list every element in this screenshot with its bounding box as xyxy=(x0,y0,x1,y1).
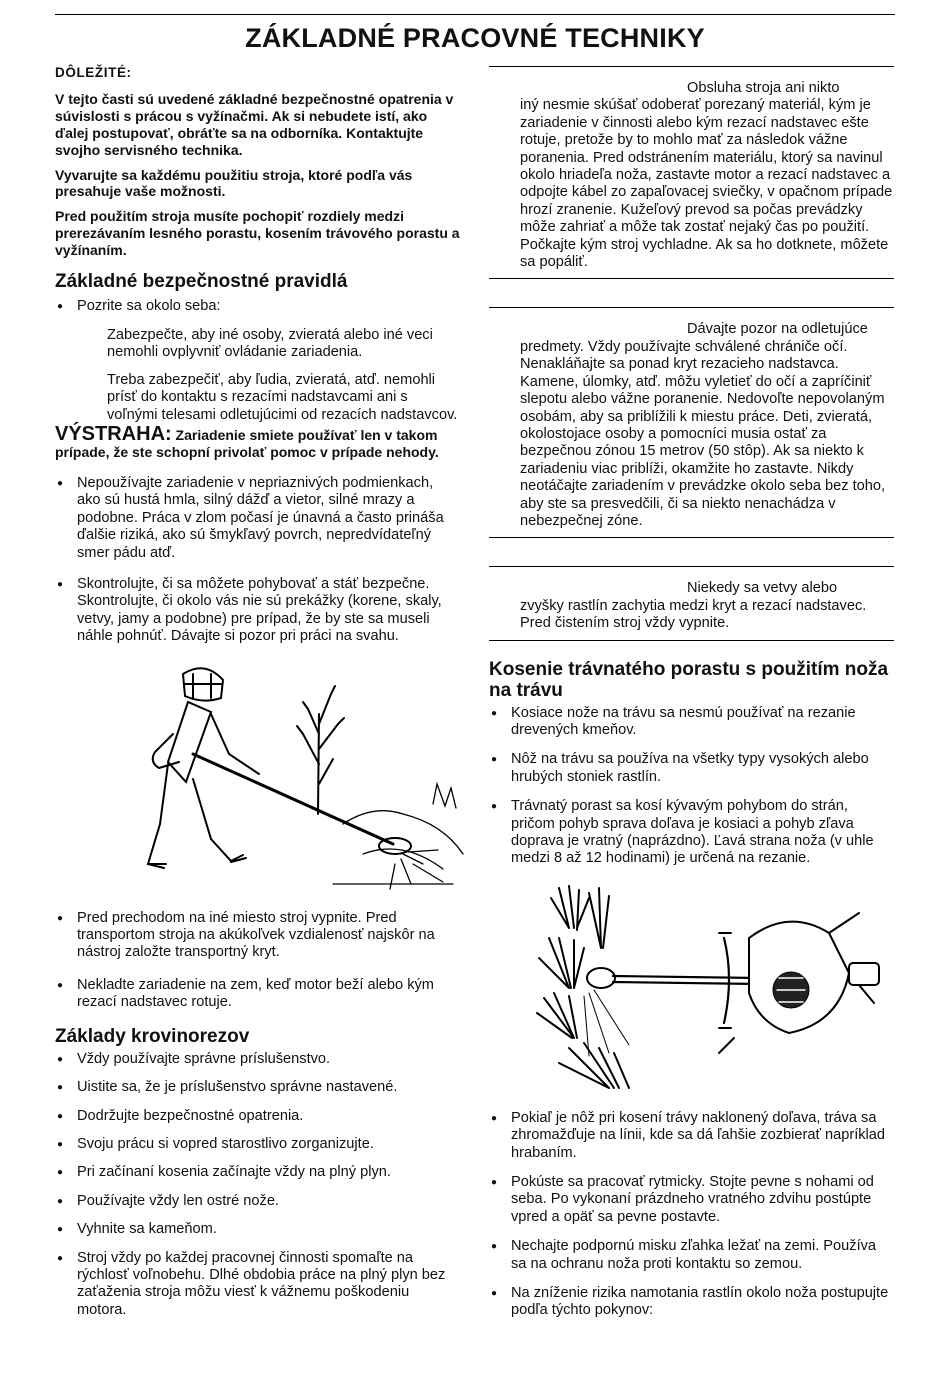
important-heading: DÔLEŽITÉ: xyxy=(55,65,132,80)
warning-text: Zariadenie smiete používať len v takom prípade, že ste schopní privolať pomoc v prípade nehody. xyxy=(55,427,439,461)
section-heading-grass: Kosenie trávnatého porastu s použitím noža na trávu xyxy=(489,658,889,701)
list-item: ● Nekladte zariadenie na zem, keď motor beží alebo kým rezací nadstavec rotuje. xyxy=(55,977,460,1012)
list-item: ● Používajte vždy len ostré nože. xyxy=(55,1193,460,1210)
list-item: ● Na zníženie rizika namotania rastlín okolo noža postupujte podľa týchto pokynov: xyxy=(489,1285,894,1320)
list-item: ● Vždy používajte správne príslušenstvo. xyxy=(55,1051,460,1068)
list-item: ● Vyhnite sa kameňom. xyxy=(55,1221,460,1238)
list-item: ● Skontrolujte, či sa môžete pohybovať a stáť bezpečne. Skontrolujte, či okolo vás nie sú prekážky (korene, skaly, vetvy, jamy a podobne) pre prípad, že by ste sa museli náhle pohnúť. Dávajte si pozor pri práci na svahu. xyxy=(55,576,460,646)
indent-paragraph: Treba zabezpečiť, aby ľudia, zvieratá, atď. nemohli prísť do kontaktu s rezacími nadstavcami ani s voľnými telesami odletujúcimi od rezacích nadstavcov. xyxy=(107,371,458,423)
list-item: ● Nepoužívajte zariadenie v nepriaznivých podmienkach, ako sú hustá hmla, silný dážď a vietor, silné mrazy a podobne. Práca v zlom počasí je únavná a často prináša ďalšie riziká, ako sú šmykľavý povrch, nepredvídateľný smer pádu atď. xyxy=(55,475,460,562)
warning-box-text: iný nesmie skúšať odoberať porezaný materiál, kým je zariadenie v činnosti alebo kým rezací nadstavec ešte rotuje, pretože by to mohlo mať za následok vážne poranenia. Pred odstránením materiálu, ktorý sa navinul okolo hriadeľa noža, zastavte motor a rezací nadstavec a odpojte kábel zo zapaľovacej sviečky, v opačnom prípade hrozí zranenie. Kužeľový prevod sa počas prevádzky môže zahriať a môže tak zostať nejaký čas po použití. Počkajte kým stroj vychladne. Ak sa ho dotknete, môžete sa popáliť. xyxy=(520,97,893,271)
list-item: ● Dodržujte bezpečnostné opatrenia. xyxy=(55,1108,460,1125)
list-item: ● Pokúste sa pracovať rytmicky. Stojte pevne s nohami od seba. Po vykonaní prázdneho vratného zdvihu postúpte vpred a opäť sa pevne postavte. xyxy=(489,1174,894,1226)
important-paragraph: V tejto časti sú uvedené základné bezpečnostné opatrenia v súvislosti s prácou s vyžínačmi. Ak si nebudete istí, ako ďalej postupovať, obráťte sa na odborníka. Kontaktujte svojho servisného technika. xyxy=(55,91,454,158)
important-paragraph: Pred použitím stroja musíte pochopiť rozdiely medzi prerezávaním lesného porastu, kosením trávového porastu a vyžínaním. xyxy=(55,208,460,258)
list-item: ● Nôž na trávu sa používa na všetky typy vysokých alebo hrubých stoniek rastlín. xyxy=(489,751,894,786)
right-column xyxy=(489,66,894,1320)
warning-box-text: zvyšky rastlín zachytia medzi kryt a rezací nadstavec. Pred čistením stroj vždy vypnite. xyxy=(520,597,867,632)
important-paragraph: Vyvarujte sa každému použitiu stroja, ktoré podľa vás presahuje vaše možnosti. xyxy=(55,166,413,200)
warning-box-first-line: Obsluha stroja ani nikto xyxy=(687,80,840,96)
warning-box-text: predmety. Vždy používajte schválené chrániče očí. Nenakláňajte sa ponad kryt rezacieho nadstavca. Kamene, úlomky, atď. môžu vyletieť do očí a zapríčiniť slepotu alebo vážne poranenie. Nedovoľte nepovolaným osobám, aby sa priblížili k miestu práce. Deti, zvieratá, okolostojace osoby a pomocníci musia ostať za bezpečnou zónou 15 metrov (50 stôp). Ak sa niekto k zariadeniu viac priblíži, okamžite ho zastavte. Nikdy neotáčajte zariadením v prevádzke okolo seba bez toho, aby ste sa presvedčili, či sa niekto nenachádza v nebezpečnej zóne. xyxy=(520,338,886,529)
list-item: ● Pri začínaní kosenia začínajte vždy na plný plyn. xyxy=(55,1164,460,1181)
page-title: ZÁKLADNÉ PRACOVNÉ TECHNIKY xyxy=(245,23,705,53)
grass-cutting-illustration xyxy=(529,878,889,1098)
list-item: ● Svoju prácu si vopred starostlivo zorganizujte. xyxy=(55,1136,460,1153)
list-item: ● Trávnatý porast sa kosí kývavým pohybom do strán, pričom pohyb sprava doľava je kosiaci a pohyb zľava doprava je vratný (naprázdno). Ľavá strana noža (v uhle medzi 8 až 12 hodinami) je určená na rezanie. xyxy=(489,798,894,868)
warning-word: VÝSTRAHA: xyxy=(55,423,172,446)
brushcutter-illustration xyxy=(133,654,473,904)
important-section xyxy=(55,64,460,259)
warning-box xyxy=(489,566,894,640)
list-item: ● Stroj vždy po každej pracovnej činnosti spomaľte na rýchlosť voľnobehu. Dlhé obdobia práce na plný plyn bez zaťaženia stroja môžu viesť k vážnemu poškodeniu motora. xyxy=(55,1250,460,1320)
list-item: ● Nechajte podpornú misku zľahka ležať na zemi. Používa sa na ochranu noža proti kontaktu so zemou. xyxy=(489,1238,894,1273)
list-item: ● Kosiace nože na trávu sa nesmú používať na rezanie drevených kmeňov. xyxy=(489,705,894,740)
list-item: ● Pokiaľ je nôž pri kosení trávy naklonený doľava, tráva sa zhromažďuje na línii, kde sa dá ľahšie zozbierať napríklad hrabaním. xyxy=(489,1110,894,1162)
warning-box xyxy=(489,66,894,279)
section-heading-basics: Základy krovinorezov xyxy=(55,1025,250,1047)
list-item: ● Pozrite sa okolo seba: xyxy=(55,298,460,315)
warning-paragraph xyxy=(55,423,460,461)
warning-box-first-line: Niekedy sa vetvy alebo xyxy=(687,580,838,597)
list-item: ● Pred prechodom na iné miesto stroj vypnite. Pred transportom stroja na akúkoľvek vzdialenosť najskôr na nástroj založte transportný kryt. xyxy=(55,910,460,962)
warning-box-first-line: Dávajte pozor na odletujúce xyxy=(687,321,868,338)
warning-box xyxy=(489,307,894,538)
list-item: ● Uistite sa, že je príslušenstvo správne nastavené. xyxy=(55,1079,460,1096)
left-column xyxy=(55,64,460,1319)
indent-paragraph: Zabezpečte, aby iné osoby, zvieratá alebo iné veci nemohli ovplyvniť ovládanie zariadenia. xyxy=(107,326,433,361)
section-heading-safety: Základné bezpečnostné pravidlá xyxy=(55,270,348,292)
title-rule xyxy=(55,14,895,54)
